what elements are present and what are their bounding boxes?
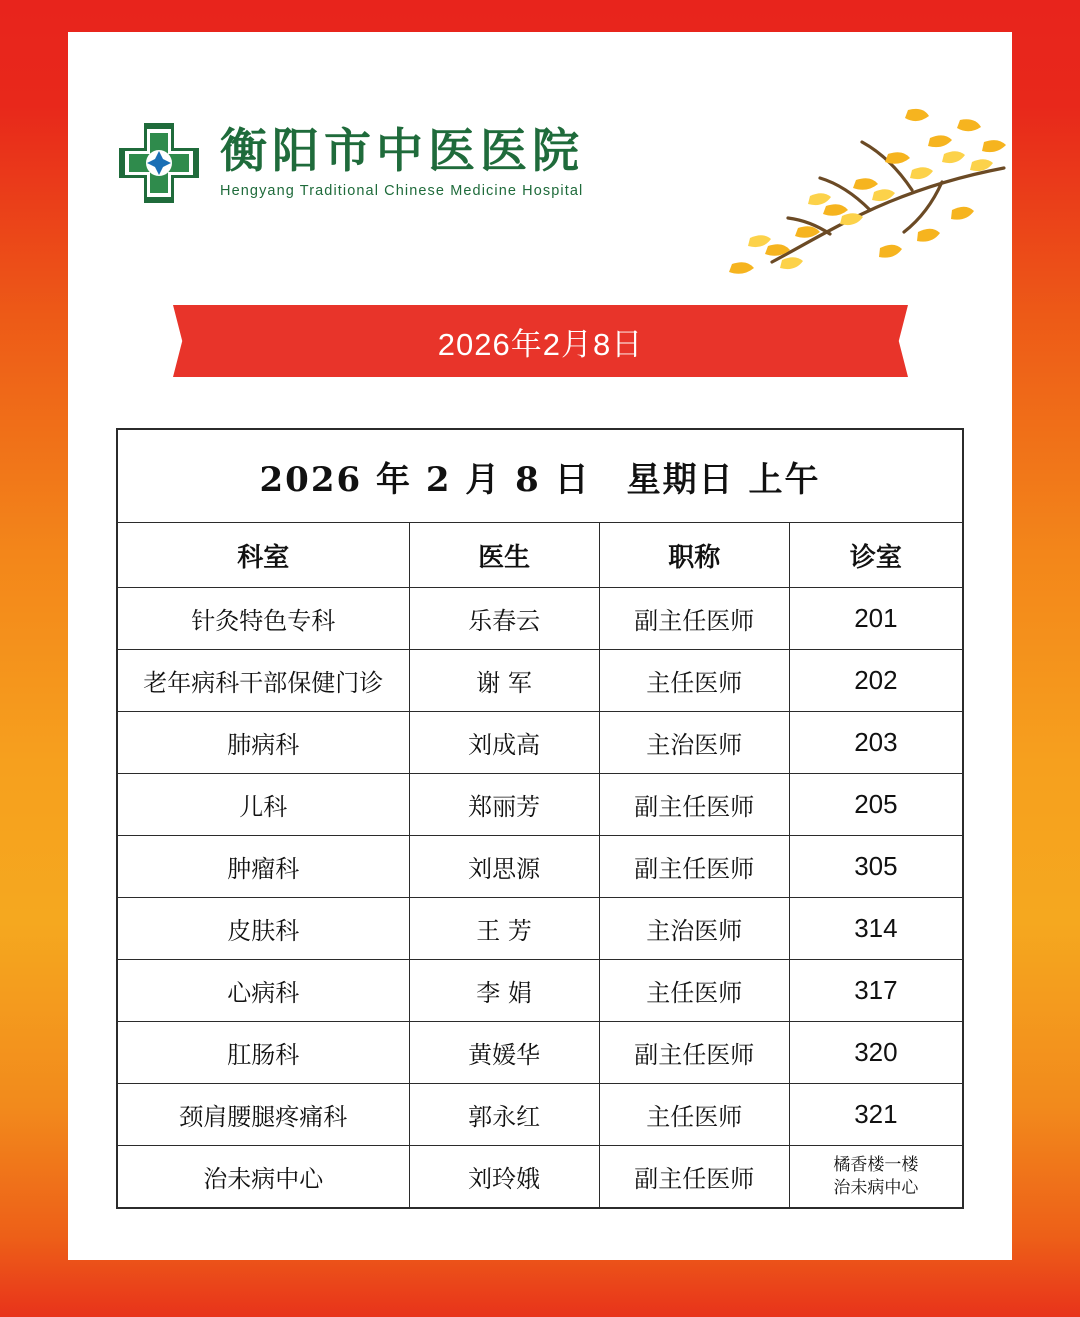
cell-room: 321 (789, 1084, 962, 1146)
ginkgo-branch-decoration (612, 50, 1012, 290)
table-row (118, 650, 963, 712)
cell-department: 肿瘤科 (118, 836, 410, 898)
hospital-name-cn: 衡阳市中医医院 (220, 123, 584, 179)
cell-doctor: 郑丽芳 (409, 774, 599, 836)
cell-department: 老年病科干部保健门诊 (118, 650, 410, 712)
cell-title: 主任医师 (599, 960, 789, 1022)
cell-doctor: 刘成高 (409, 712, 599, 774)
poster-header (68, 32, 1012, 282)
cell-department: 肛肠科 (118, 1022, 410, 1084)
cell-room: 205 (789, 774, 962, 836)
cell-title: 主治医师 (599, 712, 789, 774)
column-header-title: 职称 (599, 523, 789, 588)
table-row (118, 712, 963, 774)
column-header-department: 科室 (118, 523, 410, 588)
cell-room: 201 (789, 588, 962, 650)
hospital-name-en: Hengyang Traditional Chinese Medicine Hospital (220, 183, 584, 200)
cell-title: 副主任医师 (599, 1146, 789, 1208)
cell-doctor: 刘玲娥 (409, 1146, 599, 1208)
ribbon-date-label: 2026年2月8日 (437, 326, 644, 362)
table-row (118, 898, 963, 960)
cell-room: 314 (789, 898, 962, 960)
cell-department: 针灸特色专科 (118, 588, 410, 650)
cell-title: 主任医师 (599, 650, 789, 712)
cell-doctor: 郭永红 (409, 1084, 599, 1146)
cell-doctor: 王 芳 (409, 898, 599, 960)
cell-department: 儿科 (118, 774, 410, 836)
cell-title: 主任医师 (599, 1084, 789, 1146)
schedule-table (117, 429, 963, 1208)
cell-title: 主治医师 (599, 898, 789, 960)
cell-room: 203 (789, 712, 962, 774)
table-row (118, 960, 963, 1022)
table-row (118, 1022, 963, 1084)
hospital-logo-block (116, 120, 584, 206)
cell-title: 副主任医师 (599, 1022, 789, 1084)
schedule-header-row (118, 523, 963, 588)
column-header-doctor: 医生 (409, 523, 599, 588)
cell-doctor: 黄媛华 (409, 1022, 599, 1084)
schedule-title-row (118, 430, 963, 523)
schedule-title: 2026 年 2 月 8 日 星期日 上午 (118, 430, 963, 523)
cell-department: 颈肩腰腿疼痛科 (118, 1084, 410, 1146)
cell-room: 320 (789, 1022, 962, 1084)
cell-room: 橘香楼一楼 治未病中心 (789, 1146, 962, 1208)
table-row (118, 588, 963, 650)
cell-department: 肺病科 (118, 712, 410, 774)
cell-doctor: 李 娟 (409, 960, 599, 1022)
cell-room: 305 (789, 836, 962, 898)
cell-doctor: 谢 军 (409, 650, 599, 712)
table-row (118, 774, 963, 836)
green-cross-logo-icon (116, 120, 202, 206)
cell-title: 副主任医师 (599, 588, 789, 650)
cell-doctor: 刘思源 (409, 836, 599, 898)
table-row (118, 1084, 963, 1146)
cell-department: 皮肤科 (118, 898, 410, 960)
hospital-name-block (220, 123, 584, 200)
cell-title: 副主任医师 (599, 836, 789, 898)
cell-title: 副主任医师 (599, 774, 789, 836)
cell-doctor: 乐春云 (409, 588, 599, 650)
cell-department: 心病科 (118, 960, 410, 1022)
column-header-room: 诊室 (789, 523, 962, 588)
date-ribbon (173, 305, 908, 377)
schedule-table-container (116, 428, 964, 1209)
cell-room: 202 (789, 650, 962, 712)
table-row (118, 836, 963, 898)
cell-department: 治未病中心 (118, 1146, 410, 1208)
table-row (118, 1146, 963, 1208)
poster-card (68, 32, 1012, 1260)
cell-room: 317 (789, 960, 962, 1022)
